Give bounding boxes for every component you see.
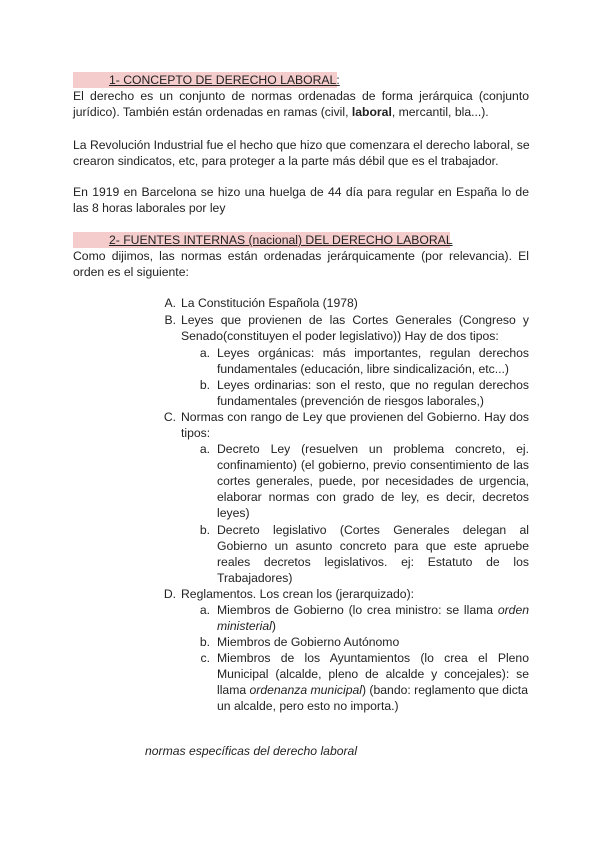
list-marker-d: D.	[163, 587, 176, 601]
list-marker-b: B.	[164, 313, 176, 327]
list-item-c-a-line-2: confinamiento) (el gobierno, previo consentimiento de las	[217, 458, 529, 472]
list-item-d-a-line-2	[217, 618, 276, 634]
list-item-a: La Constitución Española (1978)	[181, 296, 358, 310]
d-c-italic: ordenanza municipal	[249, 683, 362, 697]
list-item-c-a-line-5: leyes)	[217, 506, 250, 520]
d-c-text-b: ) (bando: reglamento que dicta	[361, 683, 528, 697]
list-item-b-b-line-1: Leyes ordinarias: son el resto, que no regulan derechos	[217, 378, 529, 392]
list-item-c-a-line-3: cortes generales, puede, por necesidades de urgencia,	[217, 474, 529, 488]
paragraph-1-line-2	[73, 104, 529, 120]
paragraph-2-line-2: crearon sindicatos, etc, para proteger a la parte más débil que es el trabajador.	[73, 154, 499, 168]
list-item-b-a-line-1: Leyes orgánicas: más importantes, regulan derechos	[217, 346, 529, 360]
list-item-d-c-line-4: un alcalde, pero esto no importa.)	[217, 699, 399, 713]
list-item-c-b-line-4: Trabajadores)	[217, 571, 293, 585]
section-2-intro-line-2: orden es el siguiente:	[73, 265, 189, 279]
p1-text-b: , mercantil, bla...).	[391, 105, 489, 119]
section-2-heading	[73, 232, 453, 248]
paragraph-1-line-1: El derecho es un conjunto de normas ordenadas de forma jerárquica (conjunto	[73, 89, 529, 103]
paragraph-2-line-1: La Revolución Industrial fue el hecho que hizo que comenzara el derecho laboral, se	[73, 138, 530, 152]
d-a-italic-2: ministerial	[217, 619, 272, 633]
d-c-text-a: llama	[217, 683, 250, 697]
list-item-d-c-line-1: Miembros de los Ayuntamientos (lo crea el Pleno	[217, 651, 529, 665]
list-item-c-a-line-4: elaborar normas con grado de ley, es decir, decretos	[217, 490, 529, 504]
list-item-c-b-line-2: Gobierno un asunto concreto para que este apruebe	[217, 539, 529, 553]
list-item-d-b: Miembros de Gobierno Autónomo	[217, 635, 400, 649]
list-item-c-a-line-1: Decreto Ley (resuelven un problema concreto, ej.	[217, 442, 529, 456]
section-1-heading-text: 1- CONCEPTO DE DERECHO LABORAL:	[109, 73, 340, 87]
list-marker-a: A.	[164, 296, 176, 310]
list-item-b-b-line-2: fundamentales (prevención de riesgos laborales,)	[217, 394, 484, 408]
list-item-d-c-line-3	[217, 682, 528, 698]
list-item-d-a-line-1	[217, 602, 529, 618]
p1-bold-word: laboral	[351, 105, 392, 119]
list-item-d-c-line-2: Municipal (alcalde, pleno de alcalde y concejales): se	[217, 667, 529, 681]
list-item-c-line-2: tipos:	[181, 426, 211, 440]
d-a-close: )	[271, 619, 276, 633]
list-marker-d-c: c.	[200, 651, 210, 665]
paragraph-3-line-1: En 1919 en Barcelona se hizo una huelga de 44 día para regular en España lo de	[73, 185, 529, 199]
list-item-d-line-1: Reglamentos. Los crean los (jerarquizado):	[181, 587, 415, 601]
section-1-heading	[73, 72, 340, 88]
list-item-b-line-1: Leyes que provienen de las Cortes Generales (Congreso y	[181, 313, 529, 327]
list-marker-c-b: b.	[199, 523, 210, 537]
d-a-italic-1: orden	[497, 603, 529, 617]
list-item-c-b-line-3: reales decretos legislativos. ej: Estatuto de los	[217, 555, 529, 569]
d-a-text: Miembros de Gobierno (lo crea ministro: se llama	[217, 603, 498, 617]
list-marker-b-b: b.	[199, 378, 210, 392]
footer-italic-note	[145, 743, 357, 759]
list-item-b-a-line-2: fundamentales (educación, libre sindicalización, etc...)	[217, 362, 509, 376]
list-marker-d-b: b.	[199, 635, 210, 649]
list-item-c-b-line-1: Decreto legislativo (Cortes Generales delegan al	[217, 523, 529, 537]
p1-text-a: jurídico). También están ordenadas en ramas (civil,	[73, 105, 352, 119]
paragraph-3-line-2: las 8 horas laborales por ley	[73, 201, 226, 215]
list-marker-c: C.	[163, 410, 176, 424]
list-marker-b-a: a.	[199, 346, 210, 360]
list-marker-d-a: a.	[199, 603, 210, 617]
section-2-heading-text: 2- FUENTES INTERNAS (nacional) DEL DERECHO LABORAL	[109, 233, 453, 247]
list-item-b-line-2: Senado(constituyen el poder legislativo)) Hay de dos tipos:	[181, 329, 499, 343]
footer-italic-text: normas específicas del derecho laboral	[145, 744, 358, 758]
section-2-intro-line-1: Como dijimos, las normas están ordenadas jerárquicamente (por relevancia). El	[73, 249, 529, 263]
list-marker-c-a: a.	[199, 442, 210, 456]
list-item-c-line-1: Normas con rango de Ley que provienen del Gobierno. Hay dos	[181, 410, 529, 424]
